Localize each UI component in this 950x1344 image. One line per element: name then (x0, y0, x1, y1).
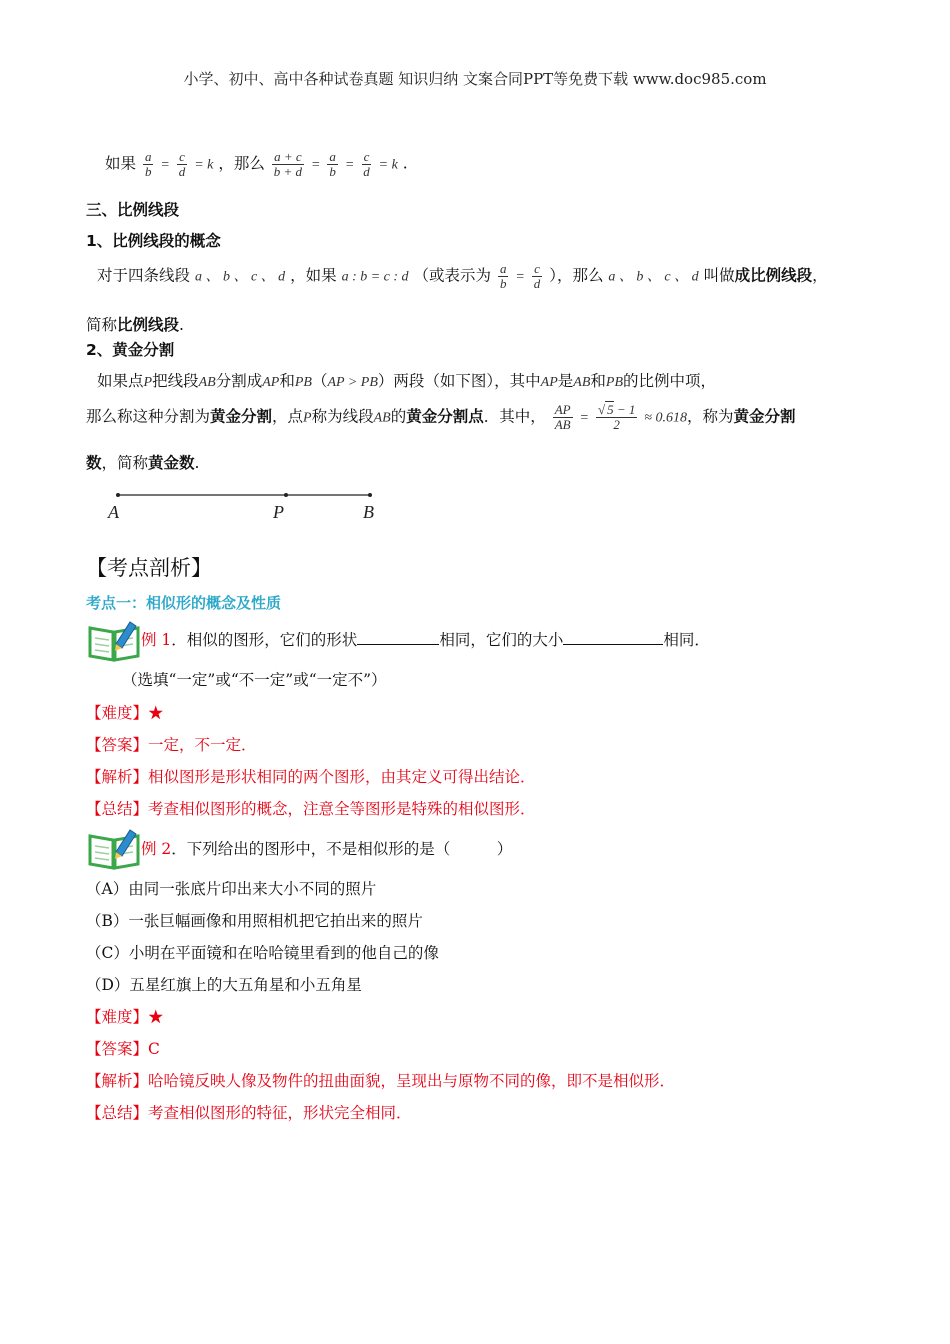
fraction: $\frac{a}{b}$ (329, 149, 336, 179)
label-p: P (273, 502, 284, 522)
point-b (368, 493, 372, 497)
fraction: $\frac{c}{d}$ (363, 149, 370, 179)
ex1-answer: 【答案】一定，不一定． (86, 736, 257, 754)
option-c[interactable]: （C）小明在平面镜和在哈哈镜里看到的他自己的像 (86, 944, 439, 962)
example-1-question: 例 1．相似的图形，它们的形状 相同，它们的大小 相同． (141, 628, 710, 651)
example-label: 例 1 (141, 631, 172, 649)
golden-line-1: 如果点P把线段AB分割成AP和PB（AP > PB）两段（如下图），其中AP是AB和PB的比例中项， (97, 372, 717, 390)
book-icon (86, 618, 142, 662)
page-header: 小学、初中、高中各种试卷真题 知识归纳 文案合同PPT等免费下载 www.doc985.com (183, 70, 767, 88)
point-p (284, 493, 288, 497)
segment-figure (100, 484, 390, 528)
example-2-question: 例 2．下列给出的图形中，不是相似形的是（ ） (141, 840, 513, 858)
option-b[interactable]: （B）一张巨幅画像和用照相机把它拍出来的照片 (86, 912, 423, 930)
fraction: $\frac{c}{d}$ (533, 261, 541, 291)
point-a (116, 493, 120, 497)
example-label: 例 2 (141, 840, 172, 858)
answer-blank[interactable] (563, 628, 663, 645)
fraction: $\frac{AP}{AB}$ (554, 402, 571, 432)
ex2-answer: 【答案】C (86, 1040, 160, 1058)
label-a: A (108, 502, 119, 522)
label-b: B (363, 502, 374, 522)
subsection-title: 2、黄金分割 (86, 341, 175, 359)
book-icon (86, 826, 142, 870)
key-point-1: 考点一：相似形的概念及性质 (86, 594, 282, 612)
golden-line-3: 数，简称黄金数. (86, 454, 200, 472)
fraction: $\frac{a + c}{b + d}$ (273, 149, 303, 179)
ex1-summary: 【总结】考查相似图形的概念，注意全等图形是特殊的相似图形． (86, 800, 536, 818)
ex2-difficulty: 【难度】★ (86, 1008, 164, 1026)
definition-short: 简称比例线段. (86, 316, 184, 334)
proportion-property: 如果 $\frac{a}{b}$ = $\frac{c}{d}$ = k ，那么 $\frac{a + c}{b + d}$ = $\frac{a}{b}$ = $\frac{c}{d}$ = k . (105, 149, 408, 179)
text: 如果 (105, 154, 137, 173)
section-title: 三、比例线段 (86, 201, 180, 219)
fraction: $\frac{c}{d}$ (178, 149, 186, 179)
ex1-explanation: 【解析】相似图形是形状相同的两个图形，由其定义可得出结论． (86, 768, 536, 786)
fraction: $\frac{a}{b}$ (499, 261, 507, 291)
answer-blank[interactable] (357, 628, 439, 645)
ex1-difficulty: 【难度】★ (86, 704, 164, 722)
text: ，那么 (218, 154, 265, 173)
analysis-title: 【考点剖析】 (86, 556, 212, 580)
option-d[interactable]: （D）五星红旗上的大五角星和小五角星 (86, 976, 362, 994)
subsection-title: 1、比例线段的概念 (86, 232, 221, 250)
fraction: $\frac{a}{b}$ (144, 149, 152, 179)
example-1-hint: （选填“一定”或“不一定”或“一定不”） (122, 671, 387, 689)
ex2-explanation: 【解析】哈哈镜反映人像及物件的扭曲面貌，呈现出与原物不同的像，即不是相似形． (86, 1072, 676, 1090)
definition-proportional: 对于四条线段 a 、 b 、 c 、 d ，如果 a : b = c : d （或表示为 $\frac{a}{b}$ = $\frac{c}{d}$ ），那么 a 、 b 、 c 、 d 叫做成比例线段， (97, 261, 828, 291)
ex2-summary: 【总结】考查相似图形的特征，形状完全相同． (86, 1104, 412, 1122)
golden-line-2: 那么称这种分割为黄金分割，点P称为线段AB的黄金分割点．其中， $\frac{AP}{AB}$ = $\frac{√ 5 - 1}{2}$ ≈ 0.618，称为黄金分割 (86, 402, 796, 432)
option-a[interactable]: （A）由同一张底片印出来大小不同的照片 (86, 880, 377, 898)
golden-ratio-fraction: $\frac{√ 5 - 1}{2}$ (597, 402, 636, 432)
